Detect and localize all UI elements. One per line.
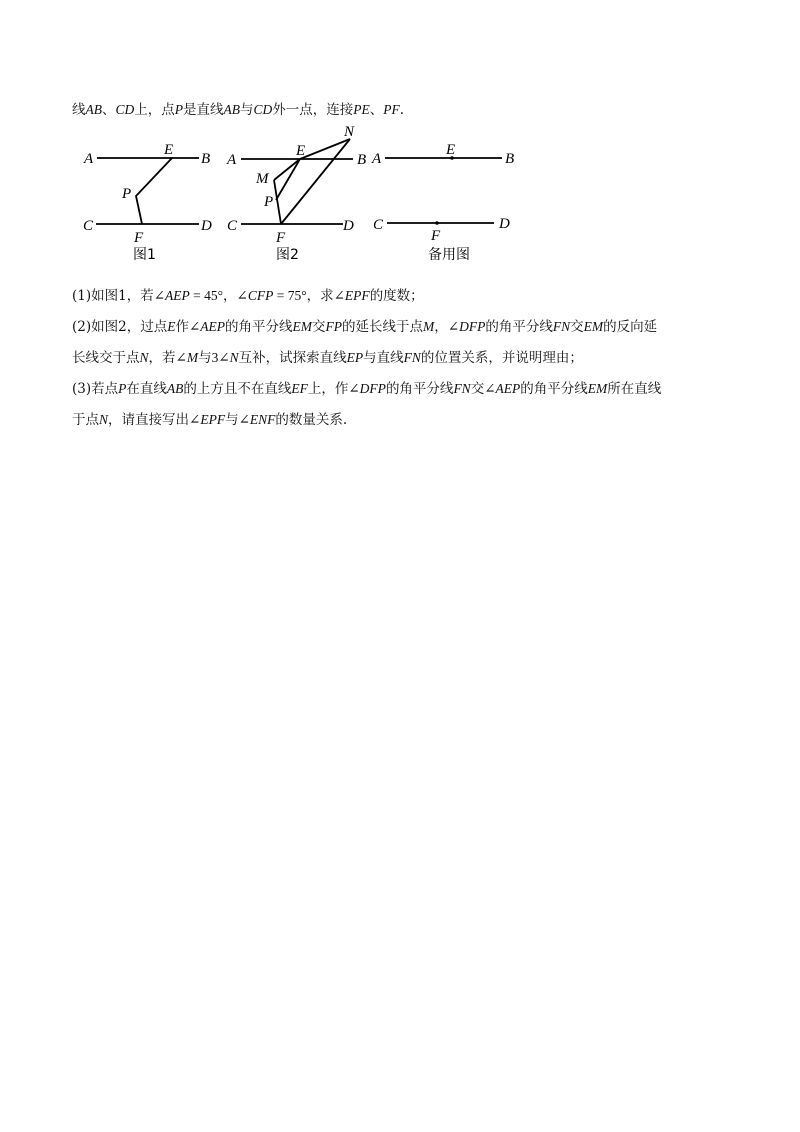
intro-text: 线AB、CD上，点P是直线AB与CD外一点，连接PE、PF. — [72, 102, 405, 118]
fig3-label-d: D — [499, 216, 510, 232]
fig1-label-p: P — [122, 186, 132, 202]
fig1-label-a: A — [84, 151, 94, 167]
figure-3 — [385, 158, 502, 223]
question-2-line-2: 长线交于点N，若∠M与3∠N互补，试探索直线EP与直线FN的位置关系，并说明理由； — [72, 350, 583, 366]
fig2-caption: 图2 — [276, 247, 299, 263]
fig1-label-b: B — [201, 151, 211, 167]
seg-ab: AB — [85, 102, 102, 117]
fig1-caption: 图1 — [133, 247, 156, 263]
fig1-label-e: E — [164, 142, 174, 158]
fig3-label-e: E — [446, 142, 456, 158]
fig1-label-d: D — [201, 218, 212, 234]
fig2-label-b: B — [357, 152, 367, 168]
fig3-label-c: C — [373, 217, 384, 233]
fig2-label-p: P — [264, 194, 274, 210]
fig3-label-a: A — [372, 151, 382, 167]
fig3-label-b: B — [505, 151, 515, 167]
fig3-label-f: F — [431, 228, 441, 244]
question-1: (1)如图1，若∠AEP = 45°，∠CFP = 75°，求∠EPF的度数； — [72, 288, 424, 304]
fig1-path-epf — [136, 158, 172, 224]
fig1-label-c: C — [83, 218, 94, 234]
fig2-label-a: A — [227, 152, 237, 168]
fig3-point-f — [435, 221, 439, 225]
fig2-label-n: N — [344, 124, 355, 140]
question-3-line-2: 于点N，请直接写出∠EPF与∠ENF的数量关系. — [72, 412, 348, 428]
fig2-label-c: C — [227, 218, 238, 234]
fig3-caption: 备用图 — [428, 247, 470, 263]
fig1-label-f: F — [134, 230, 144, 246]
question-2-line-1: (2)如图2，过点E作∠AEP的角平分线EM交FP的延长线于点M，∠DFP的角平分线FN交EM的反向延 — [72, 319, 658, 335]
fig2-line-ep — [276, 159, 300, 200]
figure-1 — [96, 158, 199, 224]
seg-cd: CD — [115, 102, 135, 117]
fig2-label-f: F — [276, 230, 286, 246]
fig2-label-e: E — [296, 143, 306, 159]
fig2-line-fn — [281, 139, 350, 224]
fig2-line-em — [274, 159, 300, 180]
question-3-line-1: (3)若点P在直线AB的上方且不在直线EF上，作∠DFP的角平分线FN交∠AEP的角平分线EM所在直线 — [72, 381, 662, 397]
figures — [0, 120, 800, 270]
fig2-line-fm — [274, 180, 281, 224]
fig2-label-m: M — [256, 171, 269, 187]
fig2-label-d: D — [343, 218, 354, 234]
